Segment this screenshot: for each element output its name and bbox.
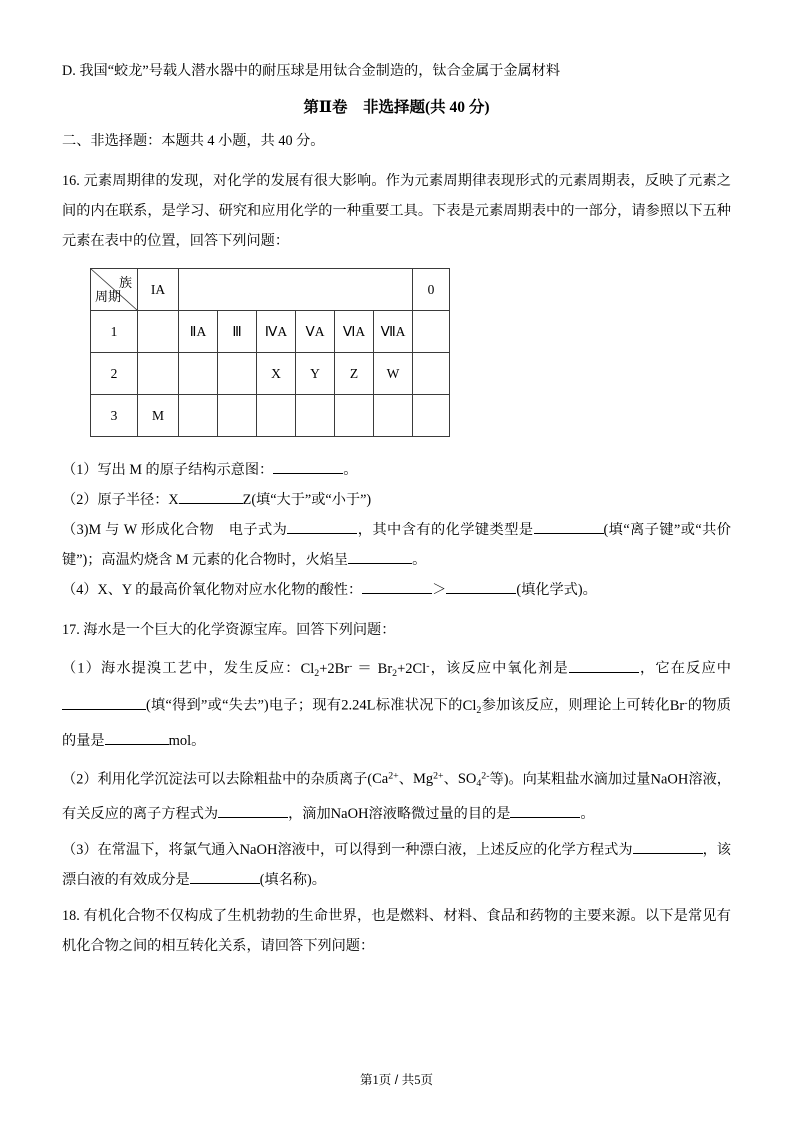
cell-ia bbox=[138, 311, 179, 353]
question-17-sub1 bbox=[62, 651, 731, 756]
period-label: 3 bbox=[91, 395, 138, 437]
q16-sub3-text-a: （3)M 与 W 形成化合物 电子式为 bbox=[62, 522, 288, 538]
cell-group bbox=[218, 395, 257, 437]
period-label: 1 bbox=[91, 311, 138, 353]
calcium-ion-formula: $Ca^{2+}$ bbox=[372, 770, 399, 788]
periodic-table bbox=[90, 268, 450, 437]
naoh-formula: NaOH bbox=[330, 805, 369, 822]
question-17-sub2 bbox=[62, 762, 731, 829]
cell-group bbox=[257, 395, 296, 437]
q17-sub2-text-c: 溶液，有关反应的离子方程式为 bbox=[62, 771, 731, 822]
footer-total-pages: 5 bbox=[414, 1073, 421, 1087]
q17-sub1-text-c: ，它在反应中 bbox=[638, 660, 731, 677]
cell-group bbox=[218, 353, 257, 395]
q17-sub1-text-a: （1）海水提溴工艺中，发生反应： bbox=[62, 660, 301, 677]
q17-sub2-text-b: 等)。向某粗盐水滴加过量 bbox=[489, 771, 651, 788]
q16-sub3-text-d: 。 bbox=[412, 552, 427, 568]
q17-sub1-text-h: 。 bbox=[191, 732, 206, 749]
q17-sub1-text-f: 参加该反应，则理论上可转化 bbox=[481, 697, 670, 714]
header-ia-cell: IA bbox=[138, 269, 179, 311]
header-zero-cell: 0 bbox=[413, 269, 450, 311]
q16-sub3-text-b: ，其中含有的化学键类型是 bbox=[357, 522, 534, 538]
cell-group: ⅡA bbox=[179, 311, 218, 353]
answer-blank[interactable] bbox=[362, 593, 432, 594]
answer-blank[interactable] bbox=[633, 853, 703, 854]
cell-group: ⅤA bbox=[296, 311, 335, 353]
naoh-formula: NaOH bbox=[239, 841, 278, 858]
q16-sub1-text-a: （1）写出 M 的原子结构示意图： bbox=[62, 462, 274, 478]
question-16-sub1 bbox=[62, 455, 731, 485]
redox-equation: $Cl_2+2Br^- = Br_2+2Cl^-$ bbox=[300, 660, 430, 679]
answer-blank[interactable] bbox=[510, 817, 580, 818]
question-17-stem: 17. 海水是一个巨大的化学资源宝库。回答下列问题： bbox=[62, 622, 396, 638]
table-header-row bbox=[91, 269, 450, 311]
q17-sub3-text-b: 溶液中，可以得到一种漂白液，上述反应的化学方程式为 bbox=[277, 841, 633, 858]
option-d-line: D. 我国“蛟龙”号载人潜水器中的耐压球是用钛合金制造的，钛合金属于金属材料 bbox=[62, 63, 561, 79]
cell-element-m: M bbox=[138, 395, 179, 437]
q17-sub3-text-c: ， bbox=[702, 841, 717, 858]
bromide-ion-formula: Br- bbox=[669, 697, 688, 714]
q17-sub1-text-e: 标准状况下的 bbox=[375, 697, 463, 714]
cell-element-z: Z bbox=[335, 353, 374, 395]
q16-sub4-text-a: （4）X、Y 的最高价氧化物对应水化物的酸性： bbox=[62, 582, 363, 598]
magnesium-ion-formula: $Mg^{2+}$ bbox=[412, 770, 444, 788]
cell-zero bbox=[413, 311, 450, 353]
answer-blank[interactable] bbox=[348, 563, 412, 564]
footer-current-page: 1 bbox=[372, 1073, 379, 1087]
cell-zero bbox=[413, 353, 450, 395]
ion-separator: 、 bbox=[443, 771, 458, 788]
question-17-sub3 bbox=[62, 835, 731, 895]
table-corner-cell bbox=[91, 269, 138, 311]
header-merged-blank-cell bbox=[179, 269, 413, 311]
answer-blank[interactable] bbox=[218, 817, 288, 818]
section-intro: 二、非选择题：本题共 4 小题，共 40 分。 bbox=[62, 133, 325, 149]
cell-group: Ⅲ bbox=[218, 311, 257, 353]
q17-sub3-text-d: 该漂白液的有效成分是 bbox=[62, 841, 731, 888]
question-18-stem: 18. 有机化合物不仅构成了生机勃勃的生命世界，也是燃料、材料、食品和药物的主要来源。以下是常见有机化合物之间的相互转化关系，请回答下列问题： bbox=[62, 907, 731, 954]
period-label: 2 bbox=[91, 353, 138, 395]
q17-sub2-text-f: 。 bbox=[580, 805, 595, 822]
q16-sub3-text-c: (填“离子键”或“共价键”)；高温灼烧含 M 元素的化合物时，火焰呈 bbox=[62, 522, 731, 568]
mol-unit: mol bbox=[168, 732, 192, 749]
q17-sub1-text-g: 的物质的量是 bbox=[62, 697, 731, 749]
question-16-sub4 bbox=[62, 575, 731, 605]
ion-separator: 、 bbox=[398, 771, 413, 788]
answer-blank[interactable] bbox=[105, 744, 169, 745]
page-footer bbox=[0, 1070, 793, 1088]
footer-prefix: 第 bbox=[360, 1073, 373, 1087]
cell-element-w: W bbox=[374, 353, 413, 395]
answer-blank[interactable] bbox=[190, 883, 260, 884]
q17-sub3-text-e: (填名称)。 bbox=[259, 871, 326, 888]
q17-sub2-text-a: （2）利用化学沉淀法可以去除粗盐中的杂质离子( bbox=[62, 771, 373, 788]
question-16-sub3 bbox=[62, 515, 731, 575]
answer-blank[interactable] bbox=[569, 672, 639, 673]
cell-group: ⅣA bbox=[257, 311, 296, 353]
table-row bbox=[91, 395, 450, 437]
naoh-formula: NaOH bbox=[650, 771, 689, 788]
q16-sub1-text-b: 。 bbox=[343, 462, 358, 478]
corner-period-label: 周期 bbox=[95, 289, 122, 304]
cell-zero bbox=[413, 395, 450, 437]
answer-blank[interactable] bbox=[287, 533, 357, 534]
periodic-table-wrapper bbox=[90, 268, 731, 437]
cell-group: ⅦA bbox=[374, 311, 413, 353]
cell-group bbox=[179, 395, 218, 437]
cell-group: ⅥA bbox=[335, 311, 374, 353]
cell-group bbox=[374, 395, 413, 437]
sulfate-ion-formula: $SO_4^{2-}$ bbox=[457, 770, 490, 789]
question-16-sub2 bbox=[62, 485, 731, 515]
question-16-stem: 16. 元素周期律的发现，对化学的发展有很大影响。作为元素周期律表现形式的元素周期表，反映了元素之间的内在联系，是学习、研究和应用化学的一种重要工具。下表是元素周期表中的一部分，请参照以下五种元素在表中的位置，回答下列问题： bbox=[62, 173, 731, 249]
table-row bbox=[91, 311, 450, 353]
q17-sub1-text-d: (填“得到”或“失去”)电子；现有 bbox=[146, 697, 342, 714]
cell-ia bbox=[138, 353, 179, 395]
answer-blank[interactable] bbox=[62, 709, 146, 710]
cell-element-x: X bbox=[257, 353, 296, 395]
answer-blank[interactable] bbox=[534, 533, 604, 534]
gas-volume-value: 2.24L bbox=[341, 697, 376, 714]
cell-group bbox=[335, 395, 374, 437]
cell-group bbox=[296, 395, 335, 437]
chlorine-formula: $Cl_2$ bbox=[462, 697, 482, 716]
q16-sub4-text-b: (填化学式)。 bbox=[516, 582, 597, 598]
q16-sub4-gt: ＞ bbox=[432, 582, 447, 598]
q17-sub2-text-e: 溶液略微过量的目的是 bbox=[368, 805, 511, 822]
footer-suffix: 页 bbox=[420, 1073, 433, 1087]
q17-sub1-text-b: ，该反应中氧化剂是 bbox=[429, 660, 569, 677]
q16-sub2-text-b: Z(填“大于”或“小于”) bbox=[242, 492, 372, 508]
answer-blank[interactable] bbox=[179, 503, 243, 504]
cell-group bbox=[179, 353, 218, 395]
q17-sub2-text-d: ，滴加 bbox=[288, 805, 331, 822]
cell-element-y: Y bbox=[296, 353, 335, 395]
q17-sub3-text-a: （3）在常温下，将氯气通入 bbox=[62, 841, 240, 858]
section-heading: 第Ⅱ卷 非选择题(共 40 分) bbox=[303, 99, 490, 116]
footer-middle: 页 / 共 bbox=[378, 1073, 415, 1087]
answer-blank[interactable] bbox=[273, 473, 343, 474]
corner-group-label: 族 bbox=[118, 275, 132, 290]
answer-blank[interactable] bbox=[446, 593, 516, 594]
table-row bbox=[91, 353, 450, 395]
q16-sub2-text-a: （2）原子半径：X bbox=[62, 492, 179, 508]
